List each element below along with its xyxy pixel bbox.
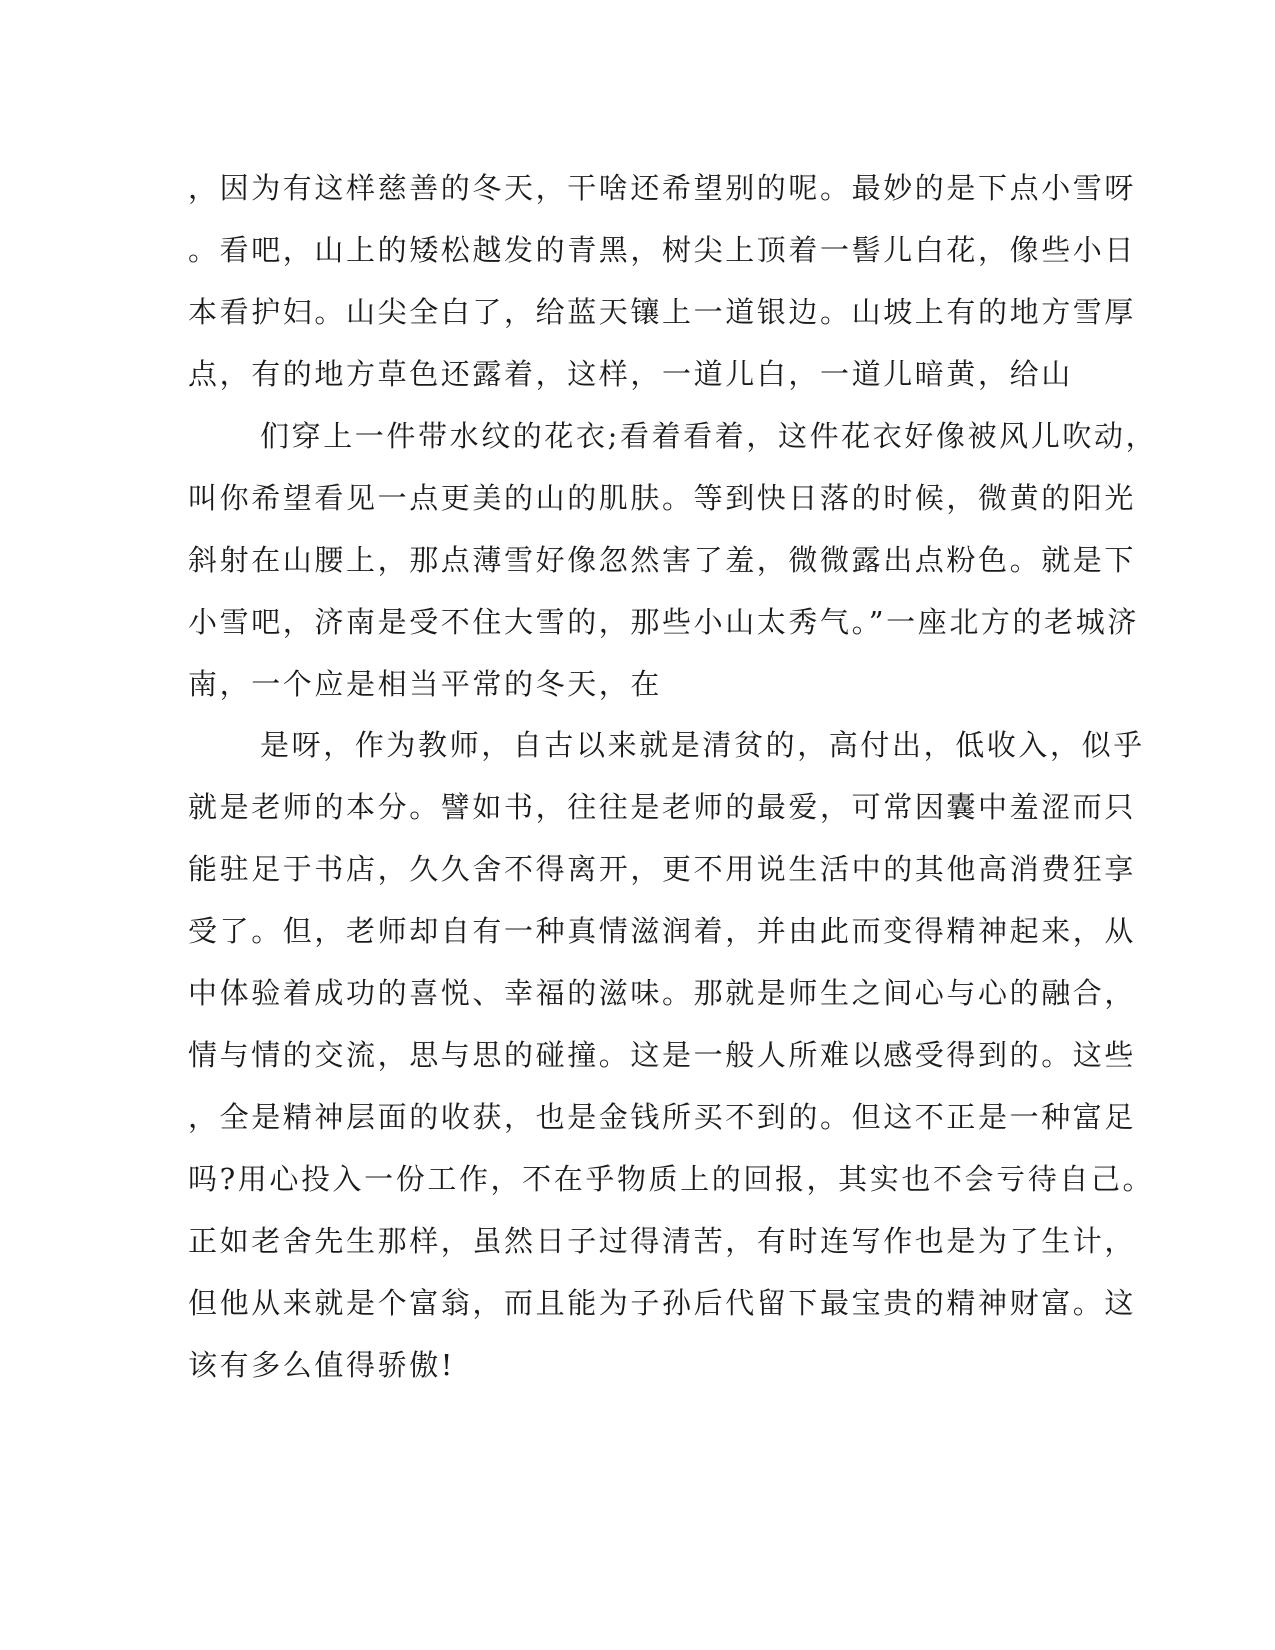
text-line: 受了。但，老师却自有一种真情滋润着，并由此而变得精神起来，从	[188, 914, 1137, 948]
text-line: 叫你希望看见一点更美的山的肌肤。等到快日落的时候，微黄的阳光	[188, 481, 1137, 515]
text-line: 斜射在山腰上，那点薄雪好像忽然害了羞，微微露出点粉色。就是下	[188, 543, 1137, 577]
paragraph-1	[188, 157, 1137, 405]
text-line: 但他从来就是个富翁，而且能为子孙后代留下最宝贵的精神财富。这	[188, 1286, 1137, 1320]
text-line: 。看吧，山上的矮松越发的青黑，树尖上顶着一髻儿白花，像些小日	[188, 233, 1137, 267]
text-line: 该有多么值得骄傲!	[188, 1348, 456, 1382]
text-line: 正如老舍先生那样，虽然日子过得清苦，有时连写作也是为了生计，	[188, 1224, 1137, 1258]
text-line-indented: 们穿上一件带水纹的花衣;看着看着，这件花衣好像被风儿吹动，	[260, 419, 1158, 453]
text-line: 点，有的地方草色还露着，这样，一道儿白，一道儿暗黄，给山	[188, 357, 1073, 391]
paragraph-2	[188, 405, 1158, 715]
text-line: 中体验着成功的喜悦、幸福的滋味。那就是师生之间心与心的融合，	[188, 976, 1137, 1010]
paragraph-3	[188, 714, 1155, 1396]
text-line: 本看护妇。山尖全白了，给蓝天镶上一道银边。山坡上有的地方雪厚	[188, 295, 1137, 329]
text-line: 小雪吧，济南是受不住大雪的，那些小山太秀气。”一座北方的老城济	[188, 605, 1139, 639]
text-line: ，全是精神层面的收获，也是金钱所买不到的。但这不正是一种富足	[188, 1100, 1137, 1134]
text-line: ，因为有这样慈善的冬天，干啥还希望别的呢。最妙的是下点小雪呀	[188, 171, 1137, 205]
text-line: 南，一个应是相当平常的冬天，在	[188, 667, 663, 701]
text-line: 能驻足于书店，久久舍不得离开，更不用说生活中的其他高消费狂享	[188, 852, 1137, 886]
text-line: 情与情的交流，思与思的碰撞。这是一般人所难以感受得到的。这些	[188, 1038, 1137, 1072]
text-line: 就是老师的本分。譬如书，往往是老师的最爱，可常因囊中羞涩而只	[188, 790, 1137, 824]
text-line: 吗?用心投入一份工作，不在乎物质上的回报，其实也不会亏待自己。	[188, 1162, 1155, 1196]
text-line-indented: 是呀，作为教师，自古以来就是清贫的，高付出，低收入，似乎	[260, 728, 1145, 762]
